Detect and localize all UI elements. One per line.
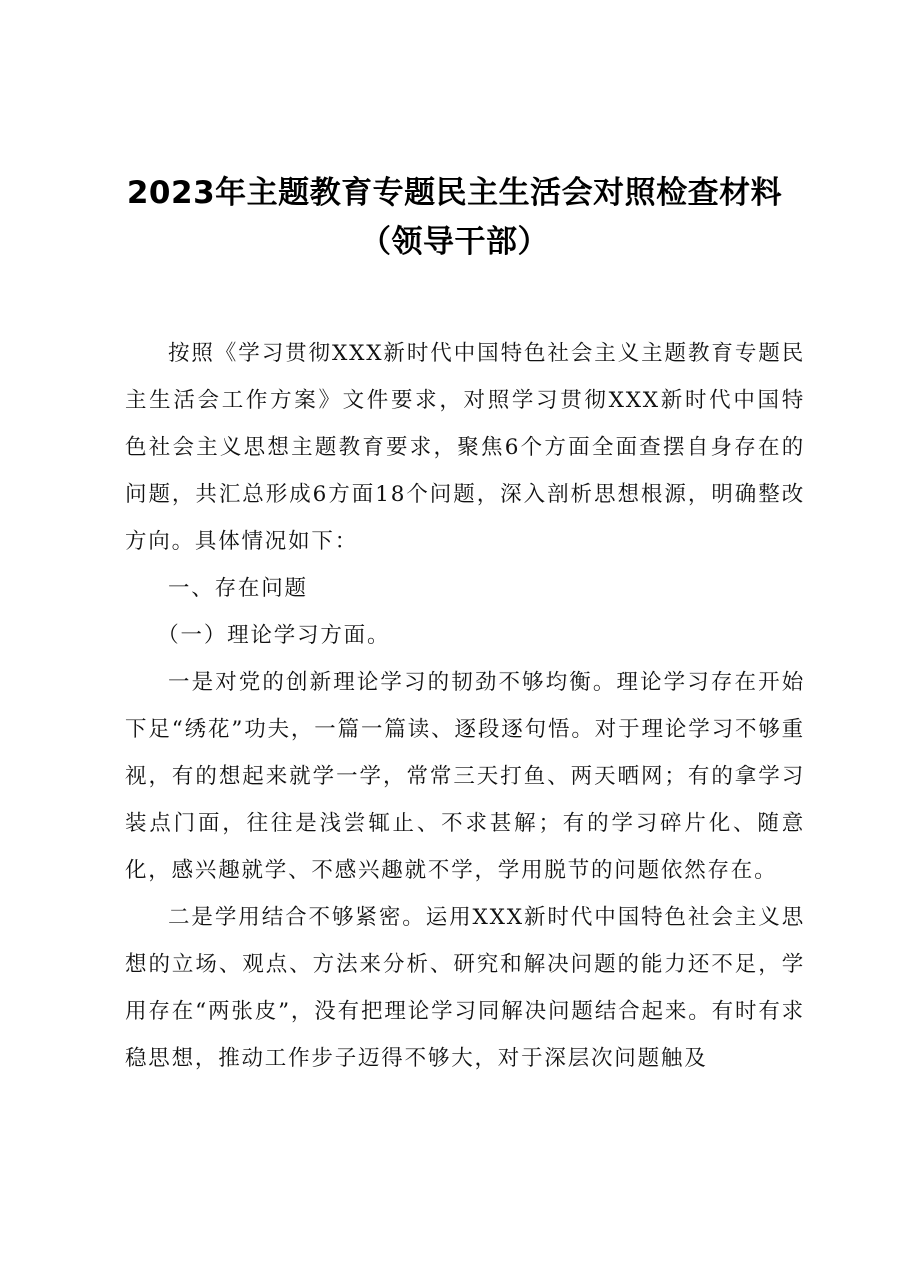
document-subtitle: （领导干部） (360, 224, 549, 260)
intro-paragraph: 按照《学习贯彻XXX新时代中国特色社会主义主题教育专题民主生活会工作方案》文件要求，对照学习贯彻XXX新时代中国特色社会主义思想主题教育要求，聚焦6个方面全面查摆自身存在的问题，共汇总形成6方面18个问题，深入剖析思想根源，明确整改方向。具体情况如下： (125, 341, 805, 554)
section-heading: 一、存在问题 (168, 576, 308, 601)
document-body (125, 330, 805, 1082)
body-paragraph: 一是对党的创新理论学习的韧劲不够均衡。理论学习存在开始下足“绣花”功夫，一篇一篇读、逐段逐句悟。对于理论学习不够重视，有的想起来就学一学，常常三天打鱼、两天晒网；有的拿学习装点门面，往往是浅尝辄止、不求甚解；有的学习碎片化、随意化，感兴趣就学、不感兴趣就不学，学用脱节的问题依然存在。 (125, 670, 805, 883)
body-paragraph: 二是学用结合不够紧密。运用XXX新时代中国特色社会主义思想的立场、观点、方法来分析、研究和解决问题的能力还不足，学用存在“两张皮”，没有把理论学习同解决问题结合起来。有时有求稳思想，推动工作步子迈得不够大，对于深层次问题触及 (125, 905, 805, 1071)
document-title: 2023年主题教育专题民主生活会对照检查材料 (126, 175, 783, 211)
subsection-heading: （一）理论学习方面。 (157, 623, 391, 648)
